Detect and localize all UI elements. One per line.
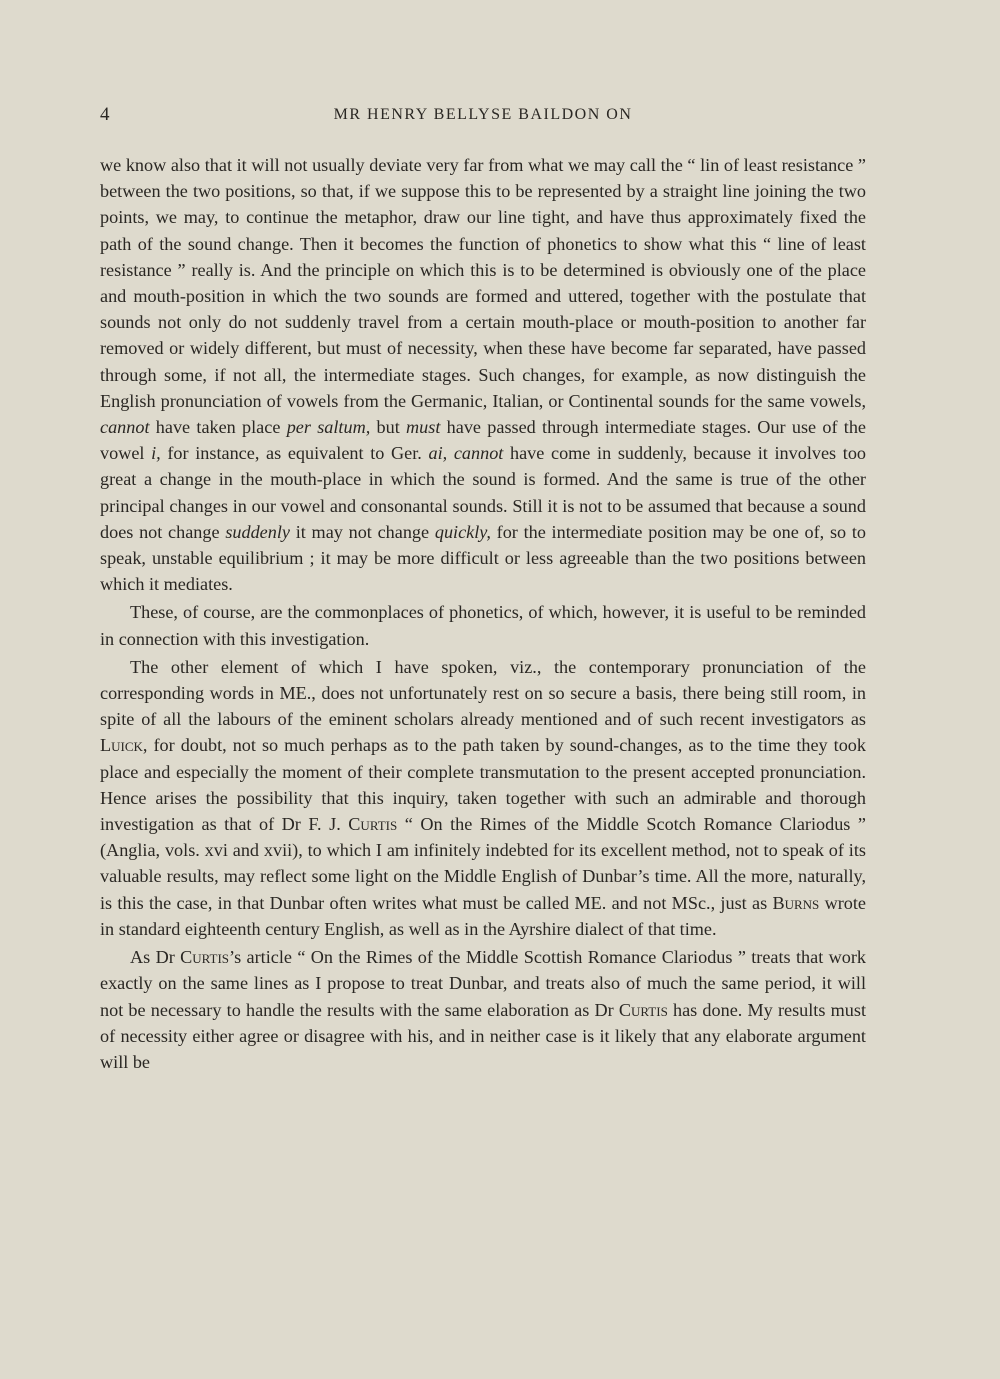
text-run: “ On the Rimes of the Middle Scotch Romance Clariodus ” (Anglia, vols. xvi and xvii), to which I am infinitely indebted for its excellent method, not to speak of its valuable results, may reflect some light on the Middle English of Dunbar’s time. All the more, naturally, is this the case, in that Dunbar often writes what must be called ME. and not MSc., just as	[100, 814, 866, 913]
italic-run: ai, cannot	[428, 443, 504, 464]
paragraph-1	[100, 152, 866, 597]
text-run: , for doubt, not so much perhaps as to the path taken by sound-changes, as to the time they took place and especially the moment of their complete transmutation to the present accepted pronunciation. Hence arises the possibility that this inquiry, taken together with such an admirable and thorough investigation as that of Dr F. J.	[100, 735, 866, 835]
text-run: but	[370, 417, 407, 438]
text-run: has done. My results must of necessity either agree or disagree with his, and in neither case is it likely that any elaborate argument will be	[100, 999, 866, 1072]
text-run: have taken place	[149, 417, 287, 438]
italic-run: per saltum,	[286, 417, 371, 438]
small-caps-name: Luick	[100, 735, 143, 756]
text-run: have passed through intermediate stages. Our use of the vowel	[100, 417, 867, 464]
italic-run: quickly,	[434, 521, 491, 542]
paragraph-3	[100, 654, 866, 942]
text-run: wrote in standard eighteenth century English, as well as in the Ayrshire dialect of that time.	[100, 892, 866, 939]
text-run: ’s article “ On the Rimes of the Middle Scottish Romance Clariodus ” treats that work exactly on the same lines as I propose to treat Dunbar, and treats also of much the same period, it will not be necessary to handle the results with the same elaboration as Dr	[100, 947, 866, 1020]
text-run: it may not change	[289, 521, 435, 542]
italic-run: suddenly	[225, 521, 290, 542]
text-run: for the intermediate position may be one of, so to speak, unstable equilibrium ; it may be more difficult or less agreeable than the two positions between which it mediates.	[100, 521, 867, 595]
text-run: have come in suddenly, because it involves too great a change in the mouth-place in which the sound is formed. And the same is true of the other principal changes in our vowel and consonantal sounds. Still it is not to be assumed that because a sound does not change	[100, 443, 867, 542]
text-run: The other element of which I have spoken, viz., the contemporary pronunciation of the corresponding words in ME., does not unfortunately rest on so secure a basis, there being still room, in spite of all the labours of the eminent scholars already mentioned and of such recent investigators as	[100, 656, 866, 730]
running-head: MR HENRY BELLYSE BAILDON ON	[333, 106, 633, 123]
text-run: As Dr	[130, 947, 181, 968]
italic-run: must	[406, 417, 441, 438]
small-caps-name: Burns	[772, 892, 820, 913]
italic-run: cannot	[100, 417, 150, 438]
text-run: for instance, as equivalent to Ger.	[160, 443, 429, 464]
text-run: we know also that it will not usually deviate very far from what we may call the “ lin of least resistance ” between the two positions, so that, if we suppose this to be represented by a straight line joining the two points, we may, to continue the metaphor, draw our line tight, and have thus approximately fixed the path of the sound change. Then it becomes the function of phonetics to show what this “ line of least resistance ” really is. And the principle on which this is to be determined is obviously one of the place and mouth-position in which the two sounds are formed and uttered, together with the postulate that sounds not only do not suddenly travel from a certain mouth-place or mouth-position to another far removed or widely different, but must of necessity, when these have become far separated, have passed through some, if not all, the intermediate stages. Such changes, for example, as now distinguish the English pronunciation of vowels from the Germanic, Italian, or Continental sounds for the same vowels,	[100, 155, 866, 411]
small-caps-name: Curtis	[618, 999, 668, 1020]
small-caps-name: Curtis	[180, 947, 230, 968]
page-header	[100, 104, 866, 134]
italic-run: i,	[151, 443, 161, 464]
paragraph-4	[100, 944, 866, 1075]
body-text	[100, 152, 866, 1075]
small-caps-name: Curtis	[348, 814, 398, 835]
paragraph-2: These, of course, are the commonplaces of phonetics, of which, however, it is useful to be reminded in connection with this investigation.	[100, 602, 866, 649]
page-number: 4	[100, 104, 110, 125]
